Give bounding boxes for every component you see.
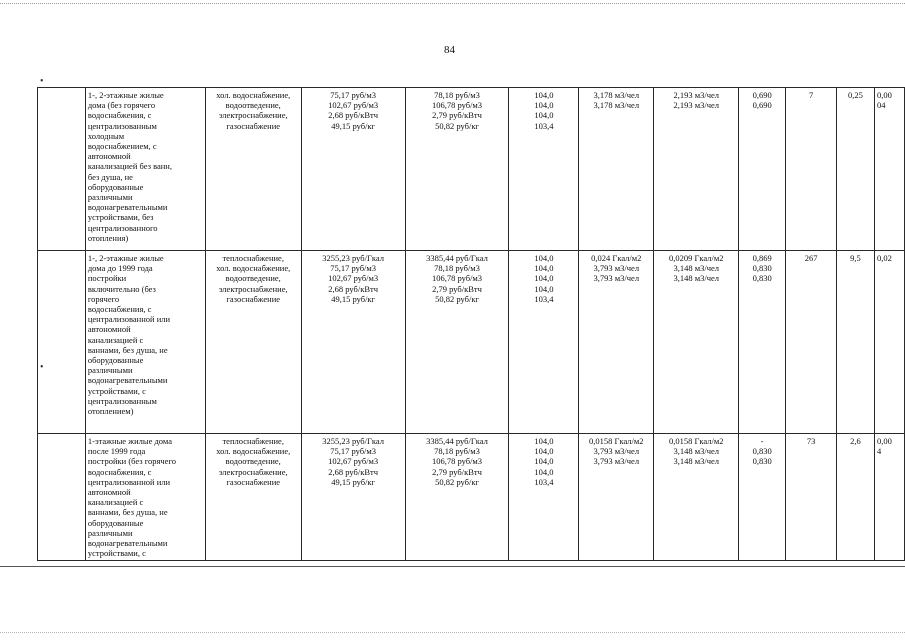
cell-line: 0,0158 Гкал/м2 [589, 436, 644, 446]
cell-line: теплоснабжение, [222, 253, 284, 263]
cell-line: 3,148 м3/чел [673, 456, 719, 467]
cell-line: автономной [87, 487, 131, 498]
cell-line: устройствами, с [87, 548, 146, 559]
cell-line: электроснабжение, [218, 283, 288, 294]
row-number-cell [38, 434, 86, 561]
cell-line: электроснабжение, [218, 466, 288, 477]
tariff-table [37, 87, 905, 561]
cell-line: газоснабжение [226, 120, 281, 131]
cell-line: водоснабжения, с [87, 304, 152, 315]
cell-line: водоснабжения, с [87, 110, 152, 121]
cell-line: устройствами, с [87, 385, 146, 396]
cell-line: 2,68 руб/кВтч [328, 466, 379, 477]
cell-line: 0,0158 Гкал/м2 [668, 436, 724, 446]
cell-line: 104,0 [534, 283, 554, 294]
cell-line: канализацией с [87, 334, 144, 345]
cell-line: 103,4 [534, 293, 554, 304]
cell-line: 2,79 руб/кВтч [432, 283, 482, 294]
cell-line: 2,193 м3/чел [673, 90, 719, 100]
cell-line: 2,193 м3/чел [673, 100, 719, 111]
cell-line: 102,67 руб/м3 [328, 273, 379, 284]
tariff-new-cell [405, 434, 509, 561]
margin-mark: • [40, 76, 44, 87]
page-number: 84 [444, 44, 455, 56]
last-cell [874, 88, 904, 251]
cell-line: водоснабжением, с [87, 141, 157, 152]
cell-line: 3,148 м3/чел [673, 273, 719, 284]
cell-line: 104,0 [534, 456, 554, 467]
coefficient-cell [739, 88, 786, 251]
cell-value: 7 [808, 90, 814, 100]
cell-line: 102,67 руб/м3 [328, 456, 379, 467]
cell-line: дома (без горячего [87, 100, 156, 111]
cell-line: хол. водоснабжение, [216, 90, 291, 100]
cell-line: 78,18 руб/м3 [434, 446, 480, 457]
cell-line: 3,178 м3/чел [593, 100, 640, 111]
cell-line: включительно (без [87, 283, 156, 294]
cell-line: 0,830 [752, 263, 772, 274]
description-cell [85, 434, 205, 561]
cell-value: 267 [804, 253, 818, 263]
cell-line: дома до 1999 года [87, 263, 153, 274]
description-cell [85, 251, 205, 434]
scan-edge-top [0, 3, 905, 4]
count-cell [786, 434, 837, 561]
services-cell [205, 434, 301, 561]
cell-line: оборудованные [87, 355, 144, 366]
cell-line: 78,18 руб/м3 [434, 90, 480, 100]
services-cell [205, 251, 301, 434]
cell-line: после 1999 года [87, 446, 146, 457]
value-cell [837, 434, 875, 561]
cell-line: 3385,44 руб/Гкал [426, 436, 488, 446]
row-number-cell [38, 251, 86, 434]
cell-line: автономной [87, 151, 131, 162]
cell-line: 0,869 [752, 253, 772, 263]
cell-line: 103,4 [534, 476, 554, 487]
cell-line: 3,178 м3/чел [593, 90, 640, 100]
cell-line: централизованным [87, 395, 157, 406]
cell-line: отопления) [87, 232, 129, 243]
cell-line: 3,793 м3/чел [593, 446, 640, 457]
cell-line: канализацией без ванн, [87, 161, 172, 172]
cell-line: централизованным [87, 120, 157, 131]
cell-line: 3255,23 руб/Гкал [322, 436, 384, 446]
cell-line: 0,830 [752, 446, 772, 457]
cell-line: 1-этажные жилые дома [87, 436, 172, 446]
index-cell [509, 88, 579, 251]
cell-line: водоотведение, [225, 273, 281, 284]
norm-1-cell [579, 88, 654, 251]
cell-line: водонагревательными [87, 202, 168, 213]
cell-line: 1-, 2-этажные жилые [87, 253, 164, 263]
tariff-base-cell [301, 251, 405, 434]
norm-1-cell [579, 251, 654, 434]
cell-line: 49,15 руб/кг [331, 476, 376, 487]
cell-line: горячего [87, 293, 120, 304]
cell-value: 73 [806, 436, 816, 446]
cell-line: различными [87, 365, 133, 376]
cell-line: различными [87, 527, 133, 538]
cell-line: 04 [876, 100, 886, 111]
cell-line: 2,68 руб/кВтч [328, 283, 379, 294]
norm-2-cell [654, 251, 739, 434]
tariff-new-cell [405, 88, 509, 251]
tariff-base-cell [301, 434, 405, 561]
cell-line: устройствами, без [87, 212, 154, 223]
cell-line: водоотведение, [225, 100, 281, 111]
norm-2-cell [654, 88, 739, 251]
coefficient-cell [739, 434, 786, 561]
index-cell [509, 434, 579, 561]
last-cell [874, 251, 904, 434]
cell-line: 106,78 руб/м3 [431, 273, 483, 284]
cell-line: канализацией с [87, 497, 144, 508]
cell-line: 104,0 [534, 273, 554, 284]
cell-line: водоснабжения, с [87, 466, 152, 477]
cell-line: 2,79 руб/кВтч [432, 466, 482, 477]
cell-value: 2,6 [850, 436, 861, 446]
cell-line: оборудованные [87, 517, 144, 528]
cell-value: 0,25 [848, 90, 863, 100]
cell-line: 104,0 [534, 110, 554, 121]
cell-line: водонагревательными [87, 538, 168, 549]
index-cell [509, 251, 579, 434]
cell-line: 4 [876, 446, 882, 457]
cell-line: 1-, 2-этажные жилые [87, 90, 164, 100]
cell-line: электроснабжение, [218, 110, 288, 121]
cell-line: централизованной или [87, 314, 171, 325]
cell-line: 50,82 руб/кг [435, 476, 479, 487]
cell-line: водоотведение, [225, 456, 281, 467]
cell-line: постройки [87, 273, 127, 284]
cell-line: газоснабжение [226, 293, 281, 304]
coefficient-cell [739, 251, 786, 434]
cell-line: 104,0 [534, 436, 554, 446]
norm-2-cell [654, 434, 739, 561]
cell-line: 75,17 руб/м3 [330, 90, 377, 100]
cell-line: 0,690 [752, 100, 772, 111]
cell-line: 0,830 [752, 273, 772, 284]
cell-line: 106,78 руб/м3 [431, 456, 483, 467]
cell-line: автономной [87, 324, 131, 335]
cell-line: постройки (без горячего [87, 456, 176, 467]
cell-line: отоплением) [87, 406, 134, 417]
table-row [38, 434, 905, 561]
cell-line: 0,830 [752, 456, 772, 467]
tariff-base-cell [301, 88, 405, 251]
norm-1-cell [579, 434, 654, 561]
cell-line: централизованного [87, 222, 158, 233]
count-cell [786, 88, 837, 251]
page-bottom-rule [0, 566, 905, 567]
cell-line: 78,18 руб/м3 [434, 263, 480, 274]
cell-line: 0,690 [752, 90, 772, 100]
cell-line: хол. водоснабжение, [216, 446, 291, 457]
cell-line: 2,68 руб/кВтч [328, 110, 379, 121]
cell-line: ваннами, без душа, не [87, 507, 168, 518]
cell-line: 103,4 [534, 120, 554, 131]
table-row [38, 251, 905, 434]
cell-value: 9,5 [850, 253, 861, 263]
cell-line: хол. водоснабжение, [216, 263, 291, 274]
row-number-cell [38, 88, 86, 251]
cell-line: 104,0 [534, 466, 554, 477]
cell-line: 49,15 руб/кг [331, 120, 376, 131]
cell-line: 0,02 [876, 253, 892, 263]
cell-line: 3255,23 руб/Гкал [322, 253, 384, 263]
cell-line: 50,82 руб/кг [435, 293, 479, 304]
cell-line: 3385,44 руб/Гкал [426, 253, 488, 263]
cell-line: 75,17 руб/м3 [330, 446, 377, 457]
cell-line: 0,00 [876, 436, 892, 446]
cell-line: различными [87, 192, 133, 203]
cell-line: 104,0 [534, 446, 554, 457]
cell-line: 102,67 руб/м3 [328, 100, 379, 111]
value-cell [837, 251, 875, 434]
cell-line: 3,148 м3/чел [673, 263, 719, 274]
cell-line: 75,17 руб/м3 [330, 263, 377, 274]
services-cell [205, 88, 301, 251]
scan-edge-bottom [0, 632, 905, 633]
table-row [38, 88, 905, 251]
cell-line: 3,793 м3/чел [593, 263, 640, 274]
cell-line: 106,78 руб/м3 [431, 100, 483, 111]
cell-line: 3,793 м3/чел [593, 273, 640, 284]
cell-line: 50,82 руб/кг [435, 120, 479, 131]
cell-line: 104,0 [534, 100, 554, 111]
cell-line: 104,0 [534, 90, 554, 100]
cell-line: 104,0 [534, 263, 554, 274]
cell-line: 0,00 [876, 90, 892, 100]
cell-line: 104,0 [534, 253, 554, 263]
value-cell [837, 88, 875, 251]
cell-line: 0,0209 Гкал/м2 [668, 253, 724, 263]
count-cell [786, 251, 837, 434]
cell-line: 49,15 руб/кг [331, 293, 376, 304]
cell-line: теплоснабжение, [222, 436, 284, 446]
description-cell [85, 88, 205, 251]
cell-line: без душа, не [87, 171, 133, 182]
cell-line: - [760, 436, 764, 446]
cell-line: газоснабжение [226, 476, 281, 487]
cell-line: ваннами, без душа, не [87, 344, 168, 355]
cell-line: 2,79 руб/кВтч [432, 110, 482, 121]
tariff-new-cell [405, 251, 509, 434]
cell-line: 3,148 м3/чел [673, 446, 719, 457]
cell-line: водонагревательными [87, 375, 168, 386]
cell-line: централизованной или [87, 476, 171, 487]
cell-line: 3,793 м3/чел [593, 456, 640, 467]
cell-line: оборудованные [87, 181, 144, 192]
cell-line: холодным [87, 130, 125, 141]
last-cell [874, 434, 904, 561]
cell-line: 0,024 Гкал/м2 [591, 253, 642, 263]
margin-mark: • [40, 362, 44, 373]
